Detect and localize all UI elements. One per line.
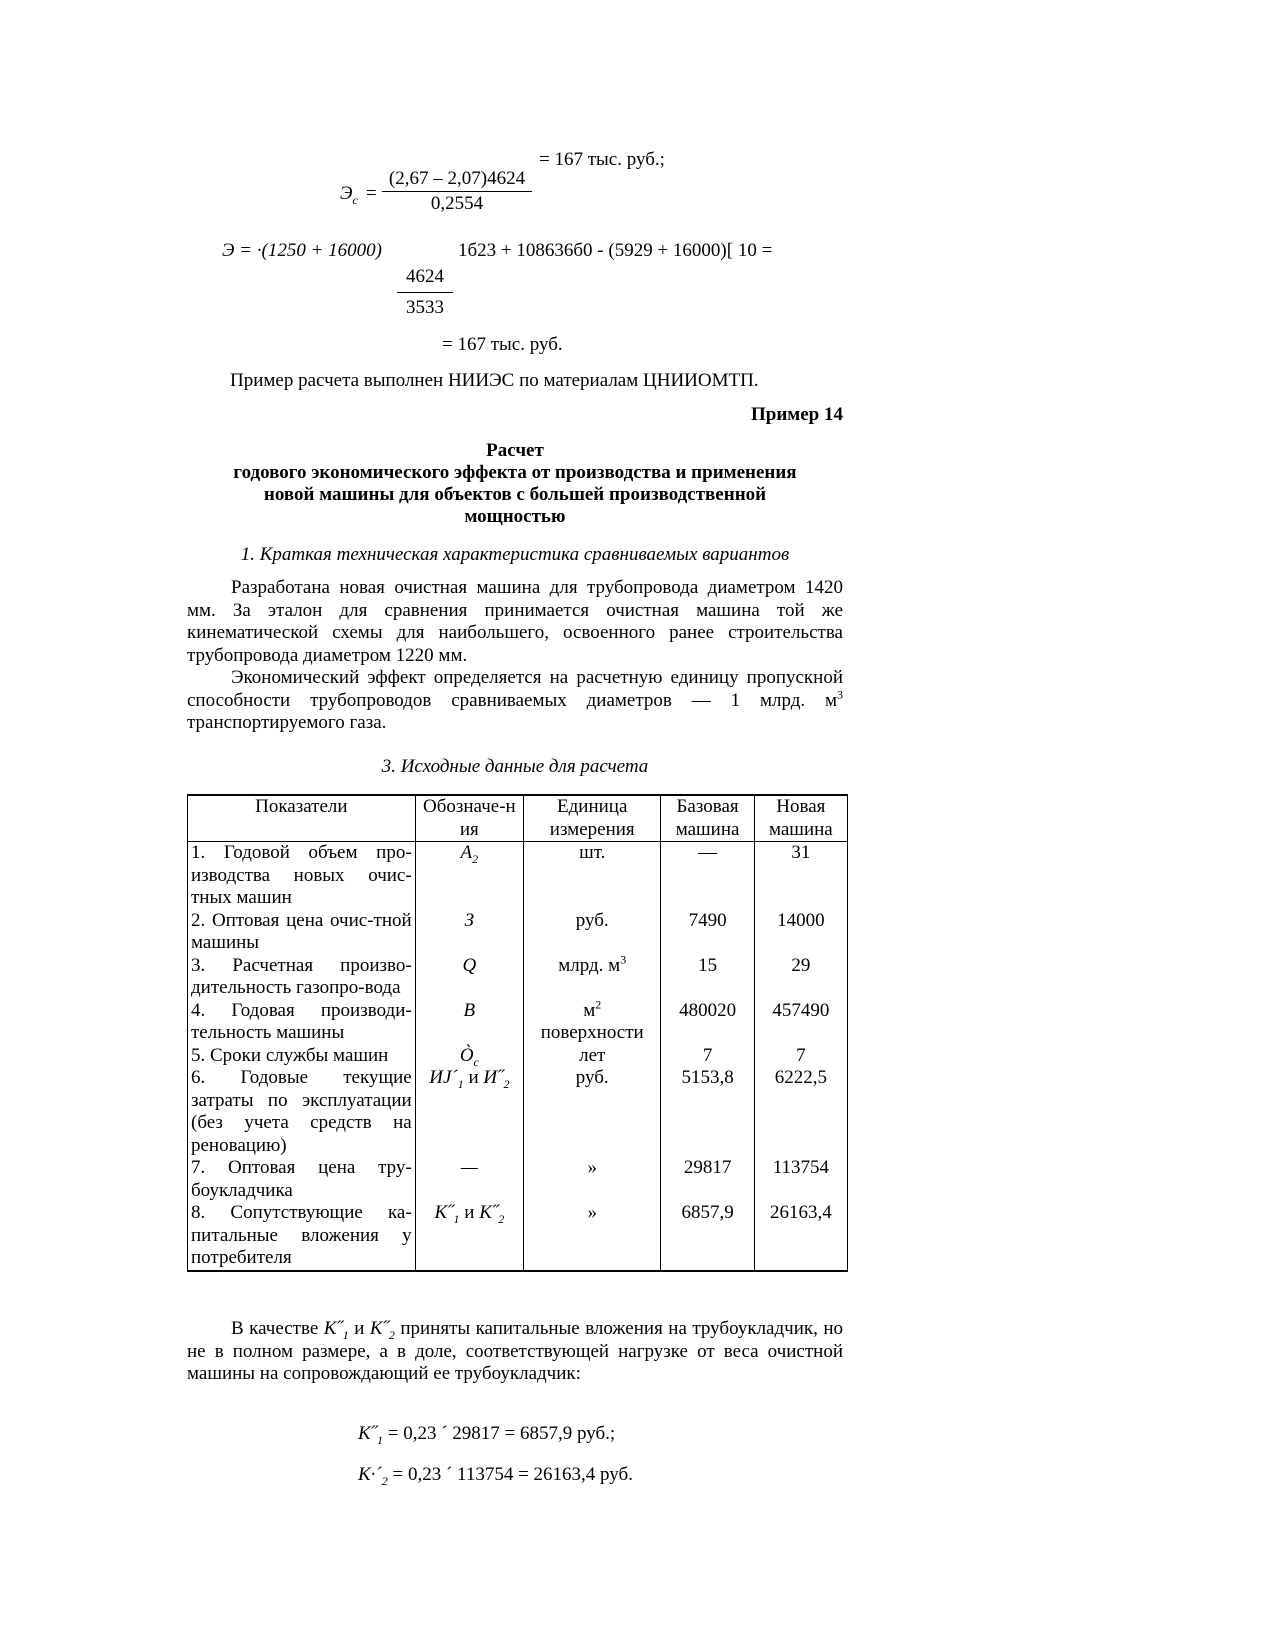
cell-base-value: 15 bbox=[661, 955, 754, 1000]
cell-symbol bbox=[415, 1067, 523, 1157]
es-result: = 167 тыс. руб.; bbox=[539, 149, 665, 170]
title-block bbox=[187, 440, 843, 528]
paragraph-2-text-b: транспортируемого газа. bbox=[187, 712, 387, 733]
header-symbols: Обозначе-ния bbox=[415, 795, 523, 842]
e-line-right: 1б23 + 108636б0 - (5929 + 16000)[ 10 = bbox=[458, 240, 773, 261]
paragraph-3 bbox=[187, 1318, 843, 1386]
cell-unit bbox=[524, 997, 661, 1045]
e-symbol: Э = ·(1250 + 16000) bbox=[222, 240, 382, 261]
cell-indicator: 5. Сроки службы машин bbox=[188, 1045, 416, 1068]
unit-text: лет bbox=[579, 1044, 606, 1066]
header-indicators: Показатели bbox=[188, 795, 416, 842]
table-row bbox=[188, 955, 848, 1000]
k2-symbol: K·´ bbox=[358, 1464, 382, 1485]
symbol-main: K˝ bbox=[434, 1202, 454, 1223]
unit-tail: поверхности bbox=[540, 1022, 644, 1043]
e-line-left bbox=[222, 240, 382, 262]
cell-base-value: 7 bbox=[661, 1045, 754, 1068]
cell-indicator: 3. Расчетная произво-дительность газопро-вода bbox=[188, 955, 416, 1000]
symbol-main: Ò bbox=[459, 1044, 474, 1066]
cell-new-value: 31 bbox=[754, 842, 847, 910]
symbol-main: ИJ´ bbox=[429, 1067, 458, 1088]
k2-sub: 2 bbox=[381, 1473, 388, 1488]
unit-text: руб. bbox=[575, 909, 609, 931]
cell-base-value: 29817 bbox=[661, 1157, 754, 1202]
cell-unit bbox=[524, 1202, 661, 1271]
paragraph-3-text-a: В качестве bbox=[231, 1318, 324, 1339]
e-frac-den: 3533 bbox=[397, 292, 453, 323]
section3-heading: 3. Исходные данные для расчета bbox=[381, 756, 649, 777]
es-lhs-symbol: Э bbox=[340, 183, 353, 204]
cell-unit bbox=[524, 1157, 661, 1202]
cell-indicator: 4. Годовая производи-тельность машины bbox=[188, 1000, 416, 1045]
k1-sub: 1 bbox=[377, 1432, 383, 1447]
symbol-main: Q bbox=[462, 954, 477, 976]
e-result: = 167 тыс. руб. bbox=[442, 334, 563, 355]
cell-indicator: 8. Сопутствующие ка-питальные вложения у потребителя bbox=[188, 1202, 416, 1271]
symbol-main: — bbox=[460, 1157, 478, 1178]
header-units: Единица измерения bbox=[524, 795, 661, 842]
paragraph-1 bbox=[187, 577, 843, 667]
symbol-main: B bbox=[463, 999, 476, 1021]
calculation-note: Пример расчета выполнен НИИЭС по материалам ЦНИИОМТП. bbox=[230, 370, 759, 391]
cell-new-value: 6222,5 bbox=[754, 1067, 847, 1157]
title-line1: Расчет bbox=[486, 440, 544, 461]
symbol-sub: с bbox=[473, 1054, 479, 1069]
cell-symbol bbox=[415, 955, 523, 1000]
k1-symbol: K˝ bbox=[358, 1423, 377, 1444]
cell-new-value: 29 bbox=[754, 955, 847, 1000]
unit-sup: 3 bbox=[620, 952, 627, 967]
es-lhs-sub: с bbox=[352, 192, 358, 207]
table-row bbox=[188, 1157, 848, 1202]
cell-unit bbox=[524, 842, 661, 910]
cell-unit bbox=[524, 1045, 661, 1068]
source-data-table bbox=[187, 794, 848, 1272]
symbol-second: И˝ bbox=[483, 1067, 504, 1088]
cell-symbol bbox=[415, 842, 523, 910]
k1-rest: = 0,23 ´ 29817 = 6857,9 руб.; bbox=[383, 1423, 616, 1444]
paragraph-3-k1: K˝ bbox=[323, 1318, 343, 1339]
es-lhs bbox=[340, 183, 358, 205]
cell-unit bbox=[524, 910, 661, 955]
symbol-second: K˝ bbox=[479, 1202, 499, 1223]
unit-text: млрд. м bbox=[558, 954, 621, 976]
e-frac-num: 4624 bbox=[406, 266, 444, 287]
cell-new-value: 457490 bbox=[754, 1000, 847, 1045]
unit-text: шт. bbox=[579, 842, 606, 863]
paragraph-3-and: и bbox=[348, 1318, 370, 1339]
cell-base-value: 6857,9 bbox=[661, 1202, 754, 1271]
paragraph-1-text: Разработана новая очистная машина для трубопровода диаметром 1420 мм. За эталон для сравнения принимается очистная машина той же кинематической схемы для наибольшего, освоенного ранее строительства трубопровода диаметром 1220 мм. bbox=[187, 577, 843, 666]
cell-indicator: 6. Годовые текущие затраты по эксплуатации (без учета средств на реновацию) bbox=[188, 1067, 416, 1157]
k2-formula bbox=[358, 1464, 633, 1486]
cell-new-value: 113754 bbox=[754, 1157, 847, 1202]
paragraph-3-text-b: приняты капитальные вложения на трубоукладчик, но не в полном размере, а в доле, соответствующей нагрузке от веса очистной машины на сопровождающий ее трубоукладчик: bbox=[187, 1318, 844, 1384]
symbol-main: З bbox=[464, 909, 475, 931]
es-numerator: (2,67 – 2,07)4624 bbox=[388, 168, 526, 189]
k2-rest: = 0,23 ´ 113754 = 26163,4 руб. bbox=[387, 1464, 633, 1485]
cell-symbol bbox=[415, 1157, 523, 1202]
table-row bbox=[188, 842, 848, 910]
symbol-main: A bbox=[460, 842, 473, 863]
table-header-row bbox=[188, 795, 848, 842]
paragraph-2 bbox=[187, 667, 843, 735]
cell-symbol bbox=[415, 1000, 523, 1045]
table-row bbox=[188, 1045, 848, 1068]
cell-base-value: 7490 bbox=[661, 910, 754, 955]
unit-text: » bbox=[587, 1202, 597, 1223]
title-line3: новой машины для объектов с большей производственной bbox=[263, 484, 767, 505]
symbol-second-sub: 2 bbox=[498, 1211, 505, 1226]
cell-indicator: 2. Оптовая цена очис-тной машины bbox=[188, 910, 416, 955]
es-fraction bbox=[382, 167, 532, 216]
symbol-sub: 1 bbox=[453, 1211, 460, 1226]
cell-indicator: 1. Годовой объем про-изводства новых очис-тных машин bbox=[188, 842, 416, 910]
unit-text: м bbox=[583, 999, 596, 1021]
unit-text: руб. bbox=[575, 1067, 609, 1088]
cell-new-value: 26163,4 bbox=[754, 1202, 847, 1271]
table-row bbox=[188, 1000, 848, 1045]
symbol-second-sub: 2 bbox=[503, 1076, 510, 1091]
k1-formula bbox=[358, 1423, 615, 1445]
section1-heading: 1. Краткая техническая характеристика сравниваемых вариантов bbox=[240, 544, 790, 565]
symbol-sub: 2 bbox=[472, 851, 479, 866]
e-fraction bbox=[397, 262, 453, 323]
cell-symbol bbox=[415, 910, 523, 955]
paragraph-3-k1-sub: 1 bbox=[342, 1327, 349, 1342]
paragraph-2-sup: 3 bbox=[837, 687, 843, 702]
header-new-machine: Новая машина bbox=[754, 795, 847, 842]
es-eq: = bbox=[366, 183, 377, 204]
paragraph-2-text-a: Экономический эффект определяется на расчетную единицу пропускной способности трубопроводов сравниваемых диаметров — 1 млрд. м bbox=[187, 667, 843, 711]
cell-base-value: 480020 bbox=[661, 1000, 754, 1045]
cell-indicator: 7. Оптовая цена тру-боукладчика bbox=[188, 1157, 416, 1202]
cell-new-value: 7 bbox=[754, 1045, 847, 1068]
cell-new-value: 14000 bbox=[754, 910, 847, 955]
title-line4: мощностью bbox=[464, 506, 566, 527]
cell-base-value: 5153,8 bbox=[661, 1067, 754, 1157]
table-row bbox=[188, 1067, 848, 1157]
table-row bbox=[188, 910, 848, 955]
example-label: Пример 14 bbox=[751, 404, 843, 425]
paragraph-3-k2: K˝ bbox=[369, 1318, 389, 1339]
cell-unit bbox=[524, 952, 661, 1000]
symbol-joiner: и bbox=[459, 1202, 480, 1223]
cell-base-value: — bbox=[661, 842, 754, 910]
cell-symbol bbox=[415, 1202, 523, 1271]
symbol-joiner: и bbox=[463, 1067, 484, 1088]
symbol-sub: 1 bbox=[457, 1076, 464, 1091]
unit-text: » bbox=[587, 1157, 597, 1178]
es-denominator: 0,2554 bbox=[382, 191, 532, 216]
unit-sup: 2 bbox=[595, 997, 602, 1012]
cell-unit bbox=[524, 1067, 661, 1157]
title-line2: годового экономического эффекта от производства и применения bbox=[233, 462, 797, 483]
paragraph-3-k2-sub: 2 bbox=[388, 1327, 395, 1342]
table-row bbox=[188, 1202, 848, 1271]
cell-symbol bbox=[415, 1045, 523, 1068]
header-base-machine: Базовая машина bbox=[661, 795, 754, 842]
